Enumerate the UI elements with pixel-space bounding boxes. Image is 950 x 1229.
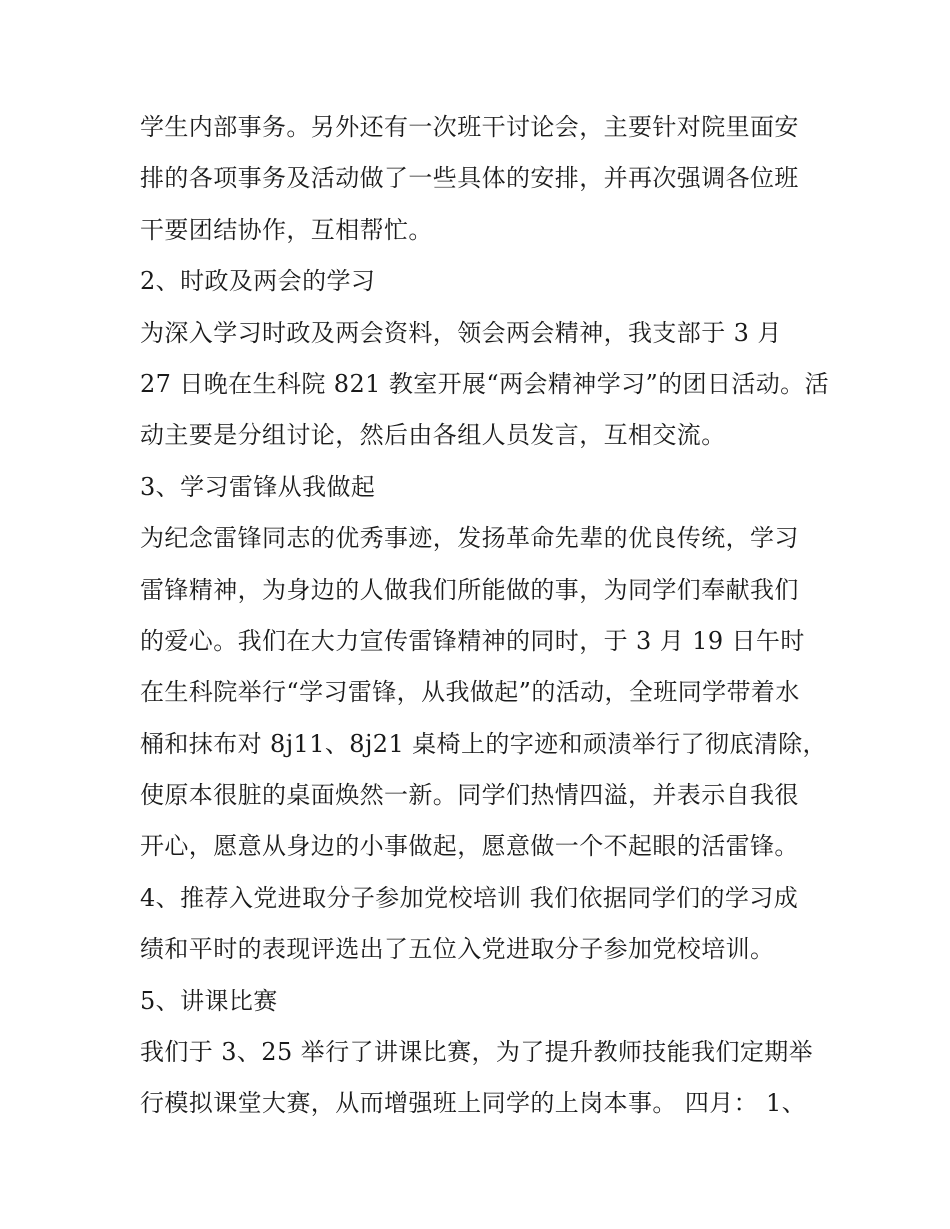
text-line: 排的各项事务及活动做了一些具体的安排，并再次强调各位班: [140, 164, 799, 193]
document-body: [140, 102, 829, 1130]
section-heading: 3、学习雷锋从我做起: [140, 472, 376, 501]
text-line: 行模拟课堂大赛，从而增强班上同学的上岗本事。 四月： 1、: [140, 1089, 807, 1118]
text-line: 桶和抹布对 8j11、8j21 桌椅上的字迹和顽渍举行了彻底清除，: [140, 729, 827, 758]
text-line: 在生科院举行“学习雷锋，从我做起”的活动，全班同学带着水: [140, 678, 800, 707]
text-line: 使原本很脏的桌面焕然一新。同学们热情四溢，并表示自我很: [140, 781, 799, 810]
text-line: 的爱心。我们在大力宣传雷锋精神的同时，于 3 月 19 日午时: [140, 626, 805, 655]
section-heading: 5、讲课比赛: [140, 986, 278, 1015]
section-heading: 2、时政及两会的学习: [140, 267, 376, 296]
text-line: 27 日晚在生科院 821 教室开展“两会精神学习”的团日活动。活: [140, 369, 829, 398]
text-line: 动主要是分组讨论，然后由各组人员发言，互相交流。: [140, 421, 726, 450]
text-line: 开心，愿意从身边的小事做起，愿意做一个不起眼的活雷锋。: [140, 832, 799, 861]
text-line: 学生内部事务。另外还有一次班干讨论会，主要针对院里面安: [140, 113, 799, 141]
text-line: 为纪念雷锋同志的优秀事迹，发扬革命先辈的优良传统，学习: [140, 524, 799, 553]
text-line: 绩和平时的表现评选出了五位入党进取分子参加党校培训。: [140, 935, 775, 964]
text-line: 我们于 3、25 举行了讲课比赛，为了提升教师技能我们定期举: [140, 1038, 814, 1067]
text-line: 雷锋精神，为身边的人做我们所能做的事，为同学们奉献我们: [140, 575, 799, 604]
text-line: 为深入学习时政及两会资料，领会两会精神，我支部于 3 月: [140, 318, 782, 347]
text-line: 干要团结协作，互相帮忙。: [140, 215, 433, 244]
section-heading: 4、推荐入党进取分子参加党校培训 我们依据同学们的学习成: [140, 883, 799, 912]
